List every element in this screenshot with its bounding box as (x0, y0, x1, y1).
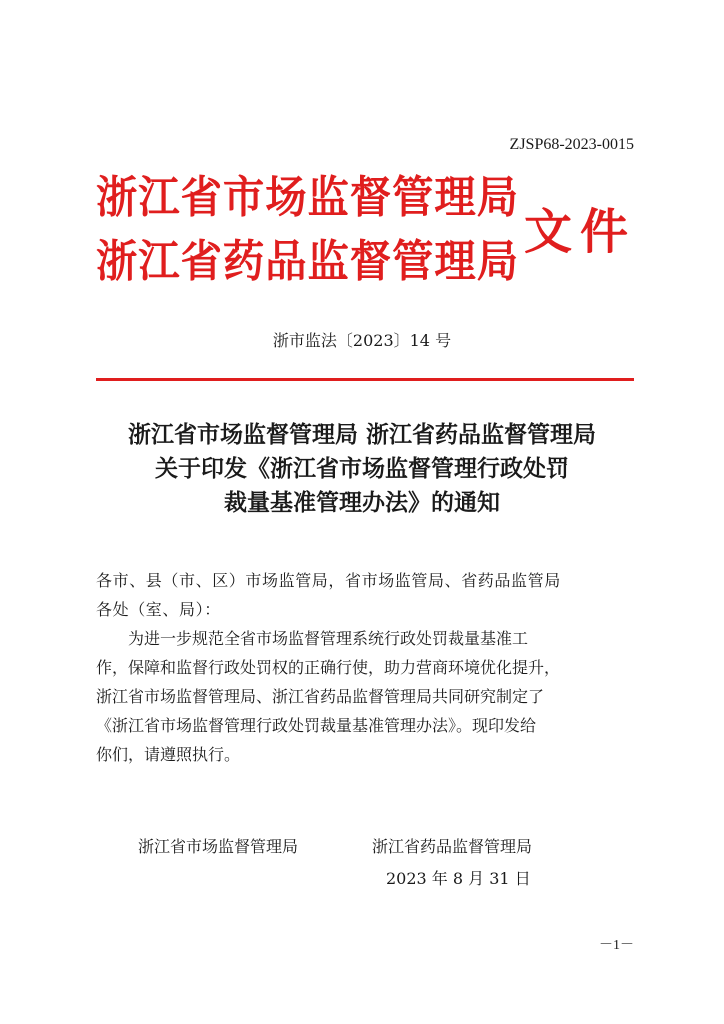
document-type-label: 文件 (524, 204, 637, 260)
salutation-line-1: 各市、县（市、区）市场监管局，省市场监管局、省药品监管局 (96, 571, 561, 590)
salutation-line-2: 各处（室、局）： (96, 600, 221, 619)
paragraph-line-3: 浙江省市场监督管理局、浙江省药品监督管理局共同研究制定了 (96, 687, 545, 706)
paragraph-line-2: 作，保障和监督行政处罚权的正确行使，助力营商环境优化提升， (96, 658, 561, 677)
paragraph-line-1: 为进一步规范全省市场监督管理系统行政处罚裁量基准工 (96, 629, 529, 648)
title-line-1: 浙江省市场监督管理局 浙江省药品监督管理局 (127, 421, 596, 448)
paragraph-line-4: 《浙江省市场监督管理行政处罚裁量基准管理办法》。现印发给 (96, 716, 537, 735)
paragraph-line-5: 你们，请遵照执行。 (96, 745, 241, 764)
signature-date: 2023 年 8 月 31 日 (386, 869, 531, 888)
salutation (96, 566, 634, 624)
document-number: 浙市监法〔2023〕14 号 (272, 331, 452, 350)
page-number: －1－ (599, 938, 634, 953)
document-code: ZJSP68-2023-0015 (509, 136, 634, 153)
body-paragraph (96, 624, 634, 769)
notice-title (60, 418, 664, 520)
signature-org-drug: 浙江省药品监督管理局 (372, 837, 533, 856)
signature-orgs (138, 834, 533, 857)
red-divider-line (96, 378, 634, 381)
issuer-name-drug: 浙江省药品监督管理局 (96, 236, 519, 287)
signature-org-market: 浙江省市场监督管理局 (138, 837, 299, 856)
title-line-2: 关于印发《浙江省市场监督管理行政处罚 (155, 455, 569, 482)
title-line-3: 裁量基准管理办法》的通知 (224, 489, 500, 516)
issuer-name-market: 浙江省市场监督管理局 (96, 172, 519, 223)
